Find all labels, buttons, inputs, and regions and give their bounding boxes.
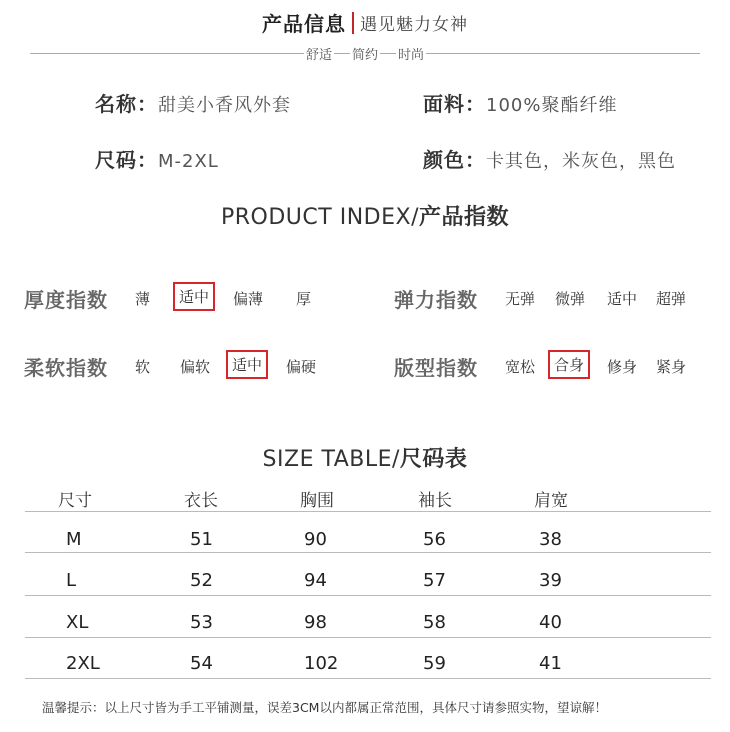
index-option: 偏硬 xyxy=(286,358,317,376)
page-subtitle: 遇见魅力女神 xyxy=(360,15,468,35)
title-divider xyxy=(352,12,354,34)
table-cell: 57 xyxy=(423,570,446,591)
table-cell: 90 xyxy=(304,529,327,550)
index-label-fit: 版型指数 xyxy=(394,356,478,380)
info-fabric: 面料：100%聚酯纤维 xyxy=(423,92,618,116)
table-rule xyxy=(25,511,711,512)
index-option: 薄 xyxy=(135,290,151,308)
table-cell: 40 xyxy=(539,612,562,633)
table-cell: 41 xyxy=(539,653,562,674)
info-name: 名称：甜美小香风外套 xyxy=(95,92,291,116)
index-option: 紧身 xyxy=(656,358,687,376)
table-rule xyxy=(25,678,711,679)
page-title: 产品信息 xyxy=(262,12,346,36)
tag: 时尚 xyxy=(396,44,426,63)
info-key: 面料 xyxy=(423,92,465,116)
header-tags xyxy=(0,44,730,63)
tag: 简约 xyxy=(350,44,380,63)
table-cell: 52 xyxy=(190,570,213,591)
index-option: 无弹 xyxy=(505,290,536,308)
info-value: 甜美小香风外套 xyxy=(158,95,291,116)
table-rule xyxy=(25,552,711,553)
index-option: 软 xyxy=(135,358,151,376)
size-table-title: SIZE TABLE/尺码表 xyxy=(262,447,468,472)
product-index-title: PRODUCT INDEX/产品指数 xyxy=(221,205,509,230)
table-cell: 39 xyxy=(539,570,562,591)
info-key: 颜色 xyxy=(423,148,465,172)
table-rule xyxy=(25,637,711,638)
index-label-thickness: 厚度指数 xyxy=(24,288,108,312)
table-cell: 2XL xyxy=(66,653,100,674)
table-cell: 51 xyxy=(190,529,213,550)
info-value: 卡其色，米灰色，黑色 xyxy=(486,151,676,172)
table-cell: L xyxy=(66,570,77,591)
table-cell: 59 xyxy=(423,653,446,674)
info-color: 颜色：卡其色，米灰色，黑色 xyxy=(423,148,676,172)
table-cell: 54 xyxy=(190,653,213,674)
index-label-softness: 柔软指数 xyxy=(24,356,108,380)
table-cell: M xyxy=(66,529,82,550)
table-header-size: 尺寸 xyxy=(58,491,92,511)
table-cell: 58 xyxy=(423,612,446,633)
table-header-sleeve: 袖长 xyxy=(418,491,452,511)
index-option: 厚 xyxy=(296,290,312,308)
table-cell: 53 xyxy=(190,612,213,633)
table-header-length: 衣长 xyxy=(184,491,218,511)
tag: 舒适 xyxy=(304,44,334,63)
footer-note: 温馨提示：以上尺寸皆为手工平铺测量，误差3CM以内都属正常范围，具体尺寸请参照实物，望谅解！ xyxy=(42,700,607,715)
index-option: 偏软 xyxy=(180,358,211,376)
table-cell: 102 xyxy=(304,653,339,674)
table-header-bust: 胸围 xyxy=(300,491,334,511)
table-cell: 56 xyxy=(423,529,446,550)
index-option: 超弹 xyxy=(656,290,687,308)
index-option: 微弹 xyxy=(555,290,586,308)
table-cell: 94 xyxy=(304,570,327,591)
index-option: 修身 xyxy=(607,358,638,376)
info-key: 尺码 xyxy=(95,148,137,172)
table-cell: XL xyxy=(66,612,89,633)
table-rule xyxy=(25,595,711,596)
info-size: 尺码：M-2XL xyxy=(95,148,219,172)
info-value: 100%聚酯纤维 xyxy=(486,95,618,116)
index-option: 宽松 xyxy=(505,358,536,376)
page-header xyxy=(0,8,730,37)
index-label-elasticity: 弹力指数 xyxy=(394,288,478,312)
index-option-selected: 合身 xyxy=(548,350,590,379)
info-key: 名称 xyxy=(95,92,137,116)
index-option-selected: 适中 xyxy=(173,282,215,311)
info-value: M-2XL xyxy=(158,151,219,172)
table-cell: 98 xyxy=(304,612,327,633)
index-option-selected: 适中 xyxy=(226,350,268,379)
table-cell: 38 xyxy=(539,529,562,550)
index-option: 适中 xyxy=(607,290,638,308)
index-option: 偏薄 xyxy=(233,290,264,308)
table-header-shoulder: 肩宽 xyxy=(534,491,568,511)
